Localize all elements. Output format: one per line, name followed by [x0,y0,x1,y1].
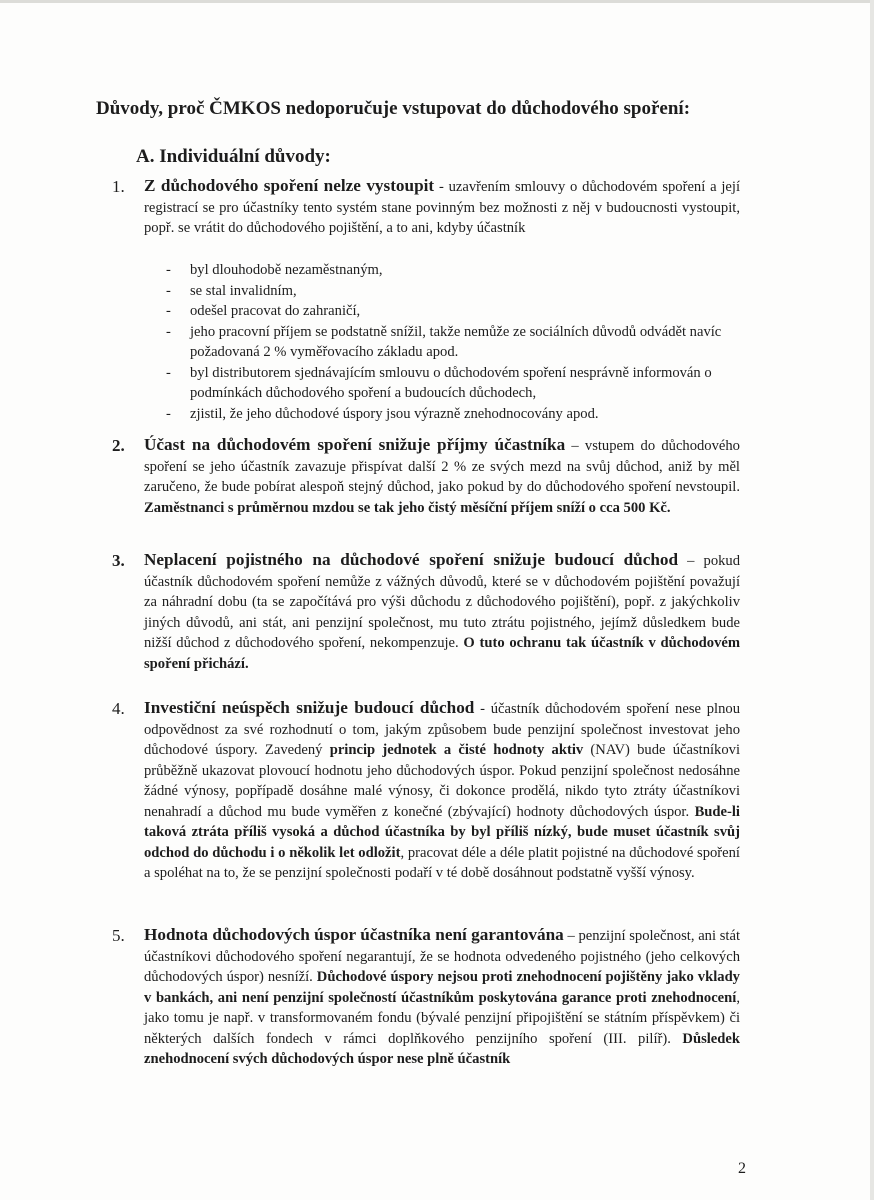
item-text: - uzavřením smlouvy o důchodovém spoření a její registrací se pro účastníky tento systém stane povinným bez možnosti z něj v budoucnosti vystoupit, popř. se vrátit do důchodového pojištění, a to ani, kdyby účastník [144,179,740,236]
item-text-part: , pracovat déle a déle platit pojistné na důchodové spoření a spoléhat na to, že se penzijní společnosti podaří v té době dosáhnout podstatně vyšší výnosy. [144,844,740,881]
item-emphasis: Zaměstnanci s průměrnou mzdou se tak jeho čistý měsíční příjem sníží o cca 500 Kč. [144,499,671,516]
item-number: 4. [112,699,125,718]
list-item: - odešel pracovat do zahraničí, [166,303,361,319]
item-paragraph [144,176,740,239]
list-item: - byl distributorem sjednávajícím smlouvu o důchodovém spoření nesprávně informován o podmínkách důchodového spoření a budoucích důchodech, [166,364,712,401]
list-item: - zjistil, že jeho důchodové úspory jsou výrazně znehodnocovány apod. [166,405,599,422]
item-number: 2. [112,436,125,455]
item-text: – vstupem do důchodového spoření se jeho účastník zavazuje přispívat další 2 % ze svých mezd na svůj důchod, aniž by měl zaručeno, že bude pobírat alespoň stejný důchod, jako pokud by do důchodového spoření nevstoupil. [144,438,740,495]
item-emphasis: Důchodové úspory nejsou proti znehodnocení pojištěny jako vklady v bankách, ani není penzijní společností účastníkům poskytována garance proti znehodnocení [144,969,740,1006]
bullet-list [160,260,750,424]
item-heading: Investiční neúspěch snižuje budoucí důchod [144,698,475,717]
item-paragraph [144,925,740,1070]
item-emphasis: Důsledek znehodnocení svých důchodových úspor nese plně účastník [144,1030,740,1067]
item-number: 3. [112,551,125,570]
item-text-part: , jako tomu je např. v transformovaném fondu (bývalé penzijní připojištění se státním příspěvkem) či některých dalších fondech v rámci doplňkového penzijního spoření (III. pilíř). [144,989,740,1047]
scan-border-top [0,0,874,3]
item-emphasis: princip jednotek a čisté hodnoty aktiv [329,742,584,758]
scan-border-right [870,0,874,1200]
document-title: Důvody, proč ČMKOS nedoporučuje vstupovat do důchodového spoření: [96,98,691,119]
item-text: – pokud účastník důchodovém spoření nemůže z vážných důvodů, které se v důchodovém pojištění považují za náhradní dobu (ta se započítává pro výši důchodu z důchodového pojištění), popř. z jakýchkoliv jiných důvodů, ani stát, ani penzijní společnost, mu tuto ztrátu pojistného, jejímž důsledkem bude nižší důchod z důchodového spoření, nekompenzuje. [144,553,741,651]
list-item: - se stal invalidním, [166,282,297,299]
item-emphasis: Bude-li taková ztráta příliš vysoká a důchod účastníka by byl příliš nízký, bude muset účastník svůj odchod do důchodu i o několik let odložit [144,803,740,861]
item-heading: Z důchodového spoření nelze vystoupit [144,176,435,195]
item-heading: Neplacení pojistného na důchodové spoření snižuje budoucí důchod [144,550,679,569]
item-heading: Hodnota důchodových úspor účastníka není garantována [144,925,564,944]
item-heading: Účast na důchodovém spoření snižuje příjmy účastníka [144,435,566,454]
item-paragraph [144,435,740,518]
item-text-part: – penzijní společnost, ani stát účastníkovi důchodového spoření negarantují, že se hodnota odvedeného pojistného (jeho celkových důchodových úspor) nesníží. [144,928,741,985]
item-text-part: (NAV) bude účastníkovi průběžně ukazovat plovoucí hodnotu jeho důchodových úspor. Pokud penzijní společnost nedosáhne žádné výnosy, popřípadě dosáhne malé výnosy, či dokonce prodělá, nikdo tyto ztráty účastníkovi nenahradí a důchod mu bude vyměřen z konečné (zbývající) hodnoty důchodových úspor. [144,742,740,820]
item-paragraph [144,698,740,884]
section-title: A. Individuální důvody: [136,146,331,167]
item-number: 5. [112,926,125,945]
item-text-part: - účastník důchodovém spoření nese plnou odpovědnost za své rozhodnutí o tom, jakým způsobem bude penzijní společnost investovat jeho důchodové úspory. Zavedený [144,701,740,758]
item-paragraph [144,550,740,674]
item-emphasis: O tuto ochranu tak účastník v důchodovém spoření přichází. [144,635,740,672]
list-item: - jeho pracovní příjem se podstatně snížil, takže nemůže ze sociálních důvodů odvádět navíc požadovaná 2 % vyměřovacího základu apod. [166,323,722,360]
item-number: 1. [112,177,125,196]
page-number: 2 [738,1160,746,1177]
list-item: - byl dlouhodobě nezaměstnaným, [166,262,383,278]
